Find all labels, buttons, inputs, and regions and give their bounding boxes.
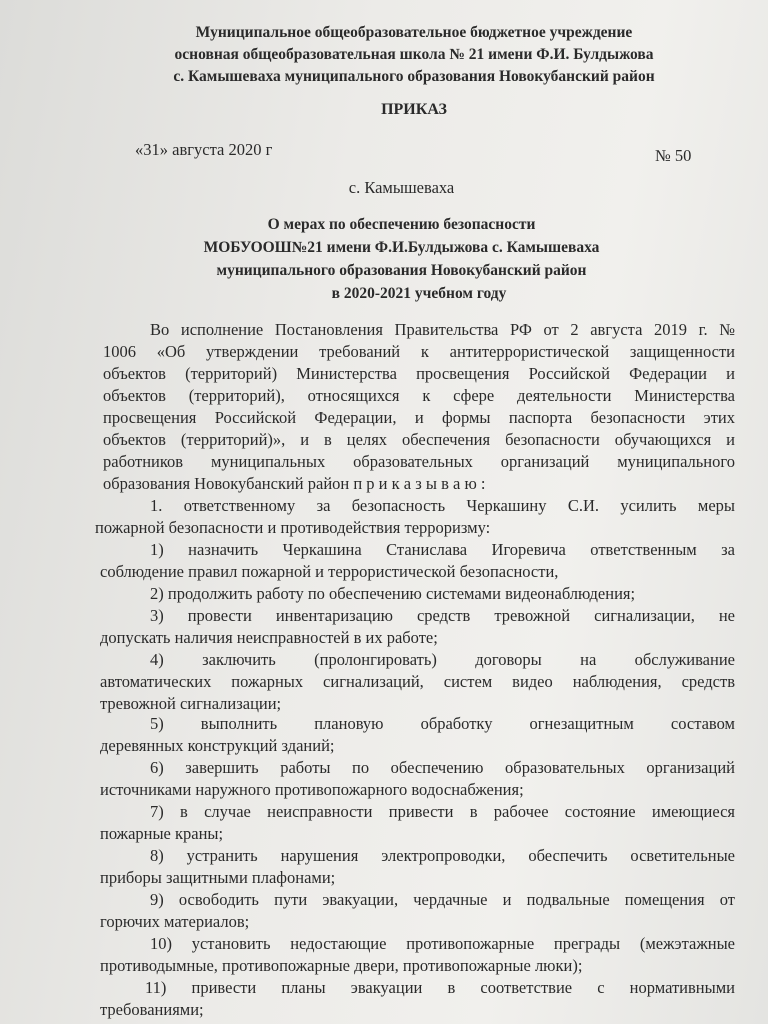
doc-date: «31» августа 2020 г (135, 140, 273, 159)
header-line-3: с. Камышеваха муниципального образования Новокубанский район (173, 68, 655, 85)
body-line: 1006 «Об утверждении требований к антитеррористической защищенности (103, 342, 735, 361)
body-line: пожарные краны; (100, 824, 224, 843)
body-line: 10) установить недостающие противопожарные преграды (межэтажные (150, 934, 735, 953)
title-line-3: муниципального образования Новокубанский район (216, 262, 587, 279)
title-line-1: О мерах по обеспечению безопасности (267, 216, 536, 233)
body-line: источниками наружного противопожарного водоснабжения; (100, 780, 524, 799)
body-line: 6) завершить работы по обеспечению образовательных организаций (150, 758, 735, 777)
body-line: деревянных конструкций зданий; (100, 736, 335, 755)
body-line: 3) провести инвентаризацию средств тревожной сигнализации, не (150, 606, 735, 625)
body-line: 7) в случае неисправности привести в рабочее состояние имеющиеся (150, 802, 735, 821)
body-line: автоматических пожарных сигнализаций, систем видео наблюдения, средств (100, 672, 735, 691)
body-line: тревожной сигнализации; (100, 694, 282, 713)
body-line: объектов (территорий) Министерства просвещения Российской Федерации и (103, 364, 735, 383)
body-line: Во исполнение Постановления Правительства РФ от 2 августа 2019 г. № (150, 320, 735, 339)
body-line: противодымные, противопожарные двери, противопожарные люки); (100, 956, 583, 975)
body-line: 9) освободить пути эвакуации, чердачные и подвальные помещения от (150, 890, 735, 909)
body-line: 2) продолжить работу по обеспечению системами видеонаблюдения; (150, 584, 636, 603)
body-line: 1. ответственному за безопасность Черкашину С.И. усилить меры (150, 496, 735, 515)
doc-number: № 50 (655, 146, 692, 165)
body-line: горючих материалов; (100, 912, 250, 931)
body-line: 1) назначить Черкашина Станислава Игоревича ответственным за (150, 540, 735, 559)
body-line: допускать наличия неисправностей в их работе; (100, 628, 438, 647)
body-line: приборы защитными плафонами; (100, 868, 336, 887)
title-line-2: МОБУООШ№21 имени Ф.И.Булдыжова с. Камышеваха (203, 239, 600, 256)
body-line: 8) устранить нарушения электропроводки, обеспечить осветительные (150, 846, 735, 865)
header-line-2: основная общеобразовательная школа № 21 имени Ф.И. Булдыжова (174, 46, 654, 63)
header-line-1: Муниципальное общеобразовательное бюджетное учреждение (195, 24, 633, 41)
body-line: образования Новокубанский район п р и к а з ы в а ю : (103, 474, 486, 493)
doc-place: с. Камышеваха (348, 178, 455, 197)
body-line: работников муниципальных образовательных организаций муниципального (103, 452, 735, 471)
body-line: объектов (территорий)», и в целях обеспечения безопасности обучающихся и (103, 430, 735, 449)
body-line: 4) заключить (пролонгировать) договоры на обслуживание (150, 650, 735, 669)
body-line: соблюдение правил пожарной и террористической безопасности, (100, 562, 559, 581)
body-line: пожарной безопасности и противодействия терроризму: (95, 518, 491, 537)
title-line-4: в 2020-2021 учебном году (331, 285, 507, 302)
body-line: объектов (территорий), относящихся к сфере деятельности Министерства (103, 386, 735, 405)
body-line: требованиями; (100, 1000, 204, 1019)
body-line: 11) привести планы эвакуации в соответствие с нормативными (145, 978, 735, 997)
body-line: просвещения Российской Федерации, и формы паспорта безопасности этих (103, 408, 735, 427)
doc-type: ПРИКАЗ (381, 101, 447, 118)
body-line: 5) выполнить плановую обработку огнезащитным составом (150, 714, 735, 733)
